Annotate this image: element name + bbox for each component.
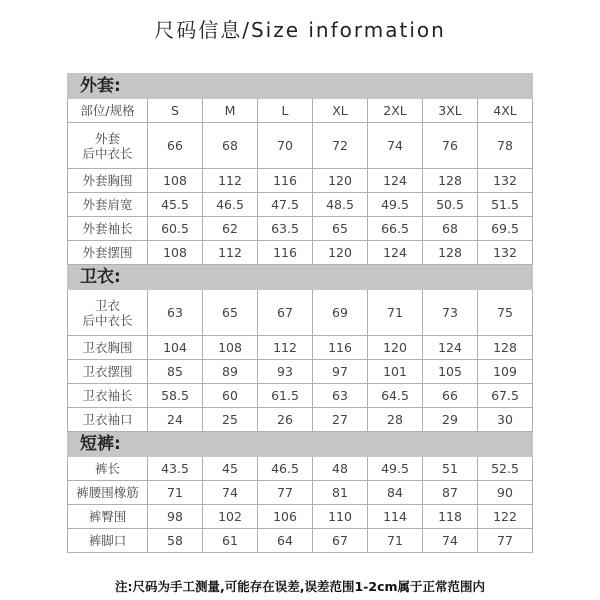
size-value: 132 <box>478 241 533 265</box>
size-value: 116 <box>258 169 313 193</box>
size-value: 69 <box>313 290 368 336</box>
header-cell: L <box>258 99 313 123</box>
size-value: 104 <box>148 336 203 360</box>
size-value: 67 <box>258 290 313 336</box>
size-value: 63 <box>148 290 203 336</box>
size-value: 71 <box>368 290 423 336</box>
size-value: 67 <box>313 529 368 553</box>
size-value: 72 <box>313 123 368 169</box>
size-value: 65 <box>313 217 368 241</box>
size-value: 29 <box>423 408 478 432</box>
section-header <box>68 432 533 457</box>
row-label: 外套 后中衣长 <box>68 123 148 169</box>
size-value: 87 <box>423 481 478 505</box>
size-value: 71 <box>368 529 423 553</box>
size-value: 30 <box>478 408 533 432</box>
size-table <box>67 73 533 553</box>
size-value: 74 <box>423 529 478 553</box>
table-row <box>68 169 533 193</box>
size-value: 60.5 <box>148 217 203 241</box>
size-value: 89 <box>203 360 258 384</box>
size-value: 47.5 <box>258 193 313 217</box>
size-value: 85 <box>148 360 203 384</box>
size-value: 108 <box>203 336 258 360</box>
row-label: 卫衣胸围 <box>68 336 148 360</box>
size-value: 65 <box>203 290 258 336</box>
size-value: 64.5 <box>368 384 423 408</box>
size-value: 108 <box>148 241 203 265</box>
row-label: 卫衣袖口 <box>68 408 148 432</box>
table-row <box>68 457 533 481</box>
size-value: 52.5 <box>478 457 533 481</box>
size-value: 66 <box>423 384 478 408</box>
row-label: 卫衣 后中衣长 <box>68 290 148 336</box>
size-value: 50.5 <box>423 193 478 217</box>
table-row <box>68 360 533 384</box>
section-header <box>68 74 533 99</box>
row-label: 裤脚口 <box>68 529 148 553</box>
size-value: 120 <box>368 336 423 360</box>
size-value: 124 <box>368 169 423 193</box>
header-cell: M <box>203 99 258 123</box>
table-row <box>68 481 533 505</box>
size-value: 120 <box>313 241 368 265</box>
size-value: 68 <box>423 217 478 241</box>
table-row <box>68 290 533 336</box>
size-value: 60 <box>203 384 258 408</box>
size-value: 112 <box>203 169 258 193</box>
size-value: 66 <box>148 123 203 169</box>
size-value: 101 <box>368 360 423 384</box>
size-value: 112 <box>203 241 258 265</box>
size-value: 61.5 <box>258 384 313 408</box>
size-value: 26 <box>258 408 313 432</box>
size-value: 48.5 <box>313 193 368 217</box>
row-label: 裤臀围 <box>68 505 148 529</box>
size-value: 81 <box>313 481 368 505</box>
size-value: 61 <box>203 529 258 553</box>
size-value: 68 <box>203 123 258 169</box>
table-row <box>68 408 533 432</box>
size-value: 45 <box>203 457 258 481</box>
size-value: 84 <box>368 481 423 505</box>
size-value: 124 <box>423 336 478 360</box>
size-value: 63 <box>313 384 368 408</box>
size-value: 132 <box>478 169 533 193</box>
size-value: 102 <box>203 505 258 529</box>
size-value: 122 <box>478 505 533 529</box>
size-value: 128 <box>423 169 478 193</box>
size-value: 25 <box>203 408 258 432</box>
size-value: 105 <box>423 360 478 384</box>
size-value: 73 <box>423 290 478 336</box>
size-value: 28 <box>368 408 423 432</box>
size-value: 71 <box>148 481 203 505</box>
header-cell: S <box>148 99 203 123</box>
header-cell: 4XL <box>478 99 533 123</box>
table-row <box>68 193 533 217</box>
size-value: 128 <box>478 336 533 360</box>
size-value: 64 <box>258 529 313 553</box>
row-label: 卫衣袖长 <box>68 384 148 408</box>
size-value: 90 <box>478 481 533 505</box>
size-value: 51 <box>423 457 478 481</box>
size-value: 116 <box>313 336 368 360</box>
header-cell: 部位/规格 <box>68 99 148 123</box>
row-label: 裤腰围橡筋 <box>68 481 148 505</box>
size-value: 45.5 <box>148 193 203 217</box>
size-value: 78 <box>478 123 533 169</box>
size-value: 98 <box>148 505 203 529</box>
row-label: 外套袖长 <box>68 217 148 241</box>
size-value: 69.5 <box>478 217 533 241</box>
measurement-note: 注:尺码为手工测量,可能存在误差,误差范围1-2cm属于正常范围内 <box>114 579 485 594</box>
size-value: 120 <box>313 169 368 193</box>
size-value: 66.5 <box>368 217 423 241</box>
size-value: 46.5 <box>258 457 313 481</box>
size-value: 49.5 <box>368 193 423 217</box>
row-label: 外套肩宽 <box>68 193 148 217</box>
section-title: 外套: <box>68 74 533 99</box>
size-value: 74 <box>368 123 423 169</box>
size-value: 110 <box>313 505 368 529</box>
size-value: 77 <box>478 529 533 553</box>
size-value: 67.5 <box>478 384 533 408</box>
table-row <box>68 241 533 265</box>
table-row <box>68 384 533 408</box>
size-value: 51.5 <box>478 193 533 217</box>
size-value: 108 <box>148 169 203 193</box>
size-value: 118 <box>423 505 478 529</box>
size-value: 74 <box>203 481 258 505</box>
page-title: 尺码信息/Size information <box>154 18 446 42</box>
size-value: 24 <box>148 408 203 432</box>
size-value: 106 <box>258 505 313 529</box>
size-value: 58.5 <box>148 384 203 408</box>
size-value: 77 <box>258 481 313 505</box>
header-row <box>68 99 533 123</box>
header-cell: 2XL <box>368 99 423 123</box>
row-label: 外套摆围 <box>68 241 148 265</box>
size-value: 124 <box>368 241 423 265</box>
size-value: 62 <box>203 217 258 241</box>
table-row <box>68 336 533 360</box>
size-value: 116 <box>258 241 313 265</box>
size-value: 128 <box>423 241 478 265</box>
size-value: 109 <box>478 360 533 384</box>
row-label: 卫衣摆围 <box>68 360 148 384</box>
size-value: 112 <box>258 336 313 360</box>
size-value: 75 <box>478 290 533 336</box>
row-label: 裤长 <box>68 457 148 481</box>
table-row <box>68 505 533 529</box>
size-value: 43.5 <box>148 457 203 481</box>
size-value: 27 <box>313 408 368 432</box>
size-value: 58 <box>148 529 203 553</box>
size-value: 46.5 <box>203 193 258 217</box>
size-value: 49.5 <box>368 457 423 481</box>
size-value: 114 <box>368 505 423 529</box>
table-row <box>68 529 533 553</box>
section-title: 短裤: <box>68 432 533 457</box>
size-value: 93 <box>258 360 313 384</box>
header-cell: XL <box>313 99 368 123</box>
size-value: 97 <box>313 360 368 384</box>
header-cell: 3XL <box>423 99 478 123</box>
section-title: 卫衣: <box>68 265 533 290</box>
section-header <box>68 265 533 290</box>
row-label: 外套胸围 <box>68 169 148 193</box>
size-value: 70 <box>258 123 313 169</box>
table-row <box>68 217 533 241</box>
table-row <box>68 123 533 169</box>
size-value: 48 <box>313 457 368 481</box>
size-value: 63.5 <box>258 217 313 241</box>
size-value: 76 <box>423 123 478 169</box>
